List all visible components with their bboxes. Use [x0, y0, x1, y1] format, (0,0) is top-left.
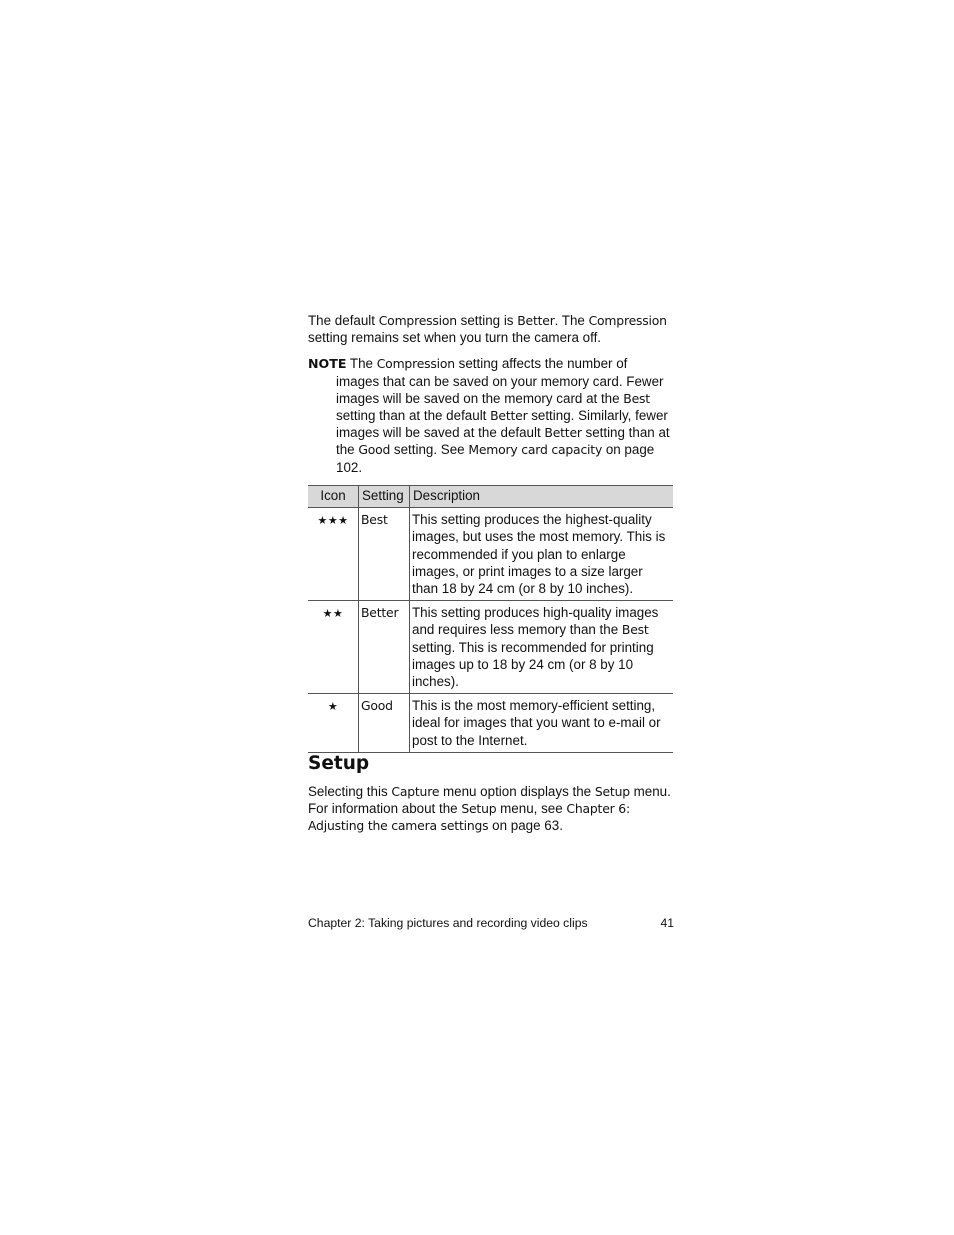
setup-text: Selecting this [308, 784, 392, 799]
note-text: The [346, 356, 377, 372]
setting-cell [359, 508, 410, 601]
table-row [308, 601, 673, 694]
three-star-cell [308, 508, 359, 601]
better-term: Better [490, 408, 528, 424]
description-cell: This setting produces the highest-quality images, but uses the most memory. This is recommended if you plan to enlarge images, or print images to a size larger than 18 by 24 cm (or 8 by 10 inches). [410, 508, 674, 601]
note-text: setting than at the default [336, 408, 491, 424]
three-star-icon: ★★★ [317, 515, 349, 528]
compression-settings-table [308, 485, 673, 753]
setting-cell [359, 694, 410, 753]
note-text: setting than at the [336, 425, 670, 458]
intro-text: setting remains set when you turn the camera off. [308, 330, 602, 346]
setting-column-header: Setting [359, 486, 410, 508]
setup-term: Setup [461, 801, 497, 817]
setup-text: menu option displays the [439, 784, 595, 799]
description-cell: This is the most memory-efficient setting, ideal for images that you want to e-mail or post to the Internet. [410, 694, 674, 753]
capture-term: Capture [391, 784, 440, 799]
intro-text: . The [554, 313, 589, 328]
setup-paragraph [308, 783, 674, 835]
setup-term: Setup [594, 784, 630, 799]
description-column-header: Description [410, 486, 674, 508]
best-term: Best [621, 622, 649, 638]
description-cell [410, 601, 674, 694]
two-star-icon: ★★ [322, 608, 344, 621]
setup-heading: Setup [308, 753, 370, 774]
one-star-icon: ★ [327, 701, 339, 714]
better-term: Better [544, 425, 582, 441]
description-text: This setting produces high-quality images and requires less memory than the [412, 605, 659, 638]
setup-text: menu. For information about the [308, 784, 671, 817]
setup-text: on page 63. [488, 818, 563, 834]
good-term: Good [358, 442, 391, 458]
better-setting-label: Better [361, 605, 399, 621]
memory-card-capacity-link[interactable]: Memory card capacity [468, 442, 603, 458]
intro-text: setting is [456, 313, 518, 328]
intro-text: The default [308, 313, 379, 328]
description-text: setting. This is recommended for printing images up to 18 by 24 cm (or 8 by 10 inches). [412, 639, 654, 690]
note-paragraph [308, 355, 674, 475]
note-text: setting. Similarly, fewer images will be saved at the default [336, 408, 668, 441]
compression-term: Compression [378, 313, 457, 328]
icon-column-header: Icon [308, 486, 359, 508]
compression-term: Compression [588, 313, 667, 328]
note-text: setting affects the number of images that can be saved on your memory card. Fewer images will be saved on the memory card at the [336, 356, 664, 406]
table-header-row [308, 486, 673, 508]
table-row [308, 508, 673, 601]
good-setting-label: Good [361, 698, 393, 714]
setup-text: menu, see [496, 801, 567, 817]
best-term: Best [623, 390, 650, 406]
footer-chapter-title: Chapter 2: Taking pictures and recording video clips [308, 916, 588, 930]
intro-paragraph [308, 312, 674, 346]
better-term: Better [517, 313, 555, 328]
table-row [308, 694, 673, 753]
note-text: setting. See [390, 442, 469, 458]
setting-cell [359, 601, 410, 694]
best-setting-label: Best [361, 512, 388, 528]
note-label: NOTE [308, 356, 347, 372]
one-star-cell [308, 694, 359, 753]
note-text: on page 102. [336, 442, 655, 475]
page-content [308, 312, 674, 834]
chapter-6-link[interactable]: Chapter 6: Adjusting the camera settings [308, 801, 630, 834]
two-star-cell [308, 601, 359, 694]
page-footer [308, 915, 674, 932]
compression-term: Compression [376, 356, 455, 372]
page-number: 41 [660, 916, 674, 930]
